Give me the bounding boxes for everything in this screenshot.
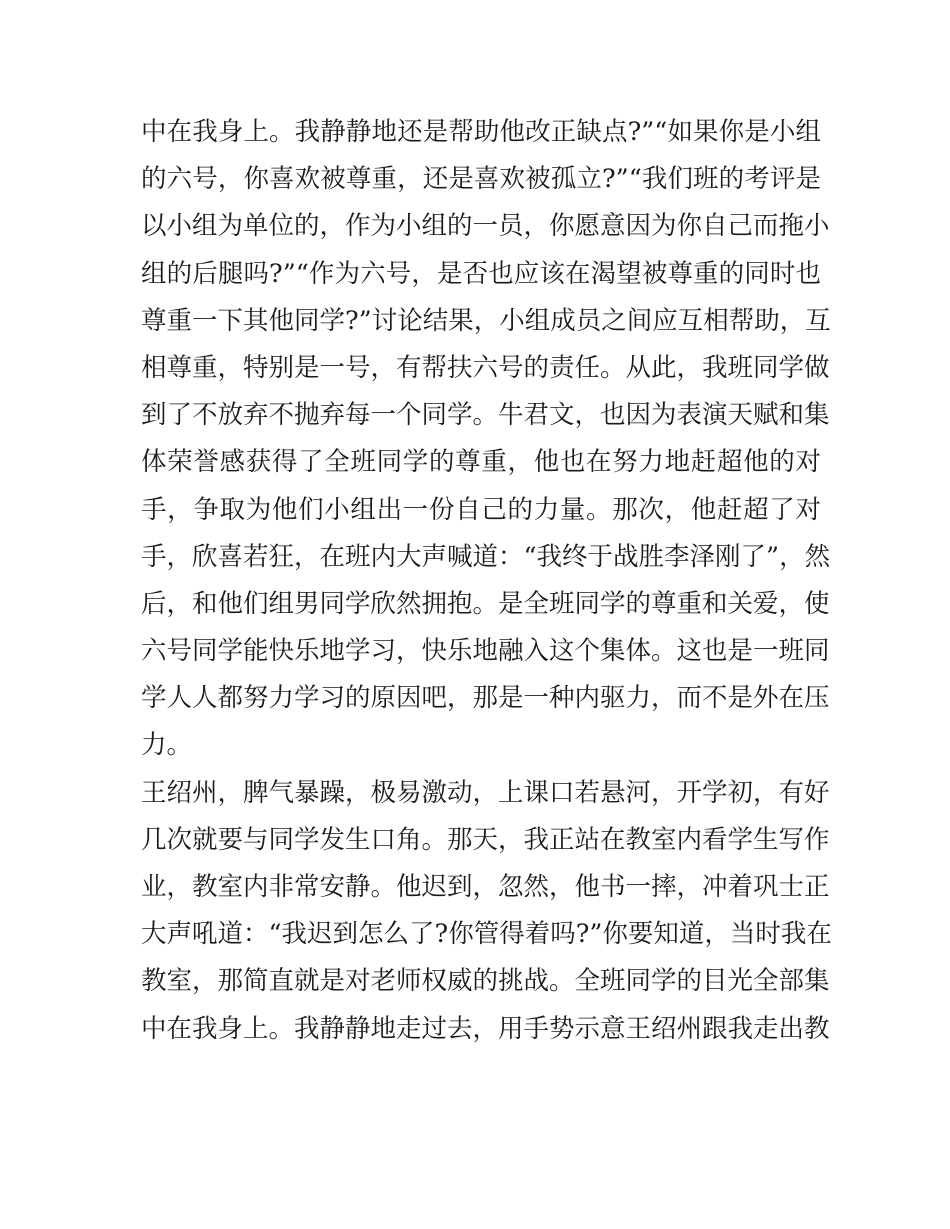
text-line: 以小组为单位的，作为小组的一员，你愿意因为你自己而拖小 <box>141 211 830 242</box>
text-line: 大声吼道：“我迟到怎么了?你管得着吗?”你要知道，当时我在 <box>141 919 832 950</box>
text-line: 学人人都努力学习的原因吧，那是一种内驱力，而不是外在压 <box>141 683 830 714</box>
text-line: 力。 <box>141 730 193 761</box>
text-line: 组的后腿吗?”“作为六号，是否也应该在渴望被尊重的同时也 <box>141 258 821 289</box>
text-line: 中在我身上。我静静地走过去，用手势示意王绍州跟我走出教 <box>141 1013 830 1044</box>
text-line: 尊重一下其他同学?”讨论结果，小组成员之间应互相帮助，互 <box>141 305 831 336</box>
body-text <box>141 109 832 1053</box>
text-line: 中在我身上。我静静地还是帮助他改正缺点?”“如果你是小组 <box>141 117 821 147</box>
text-line: 王绍州，脾气暴躁，极易激动，上课口若悬河，开学初，有好 <box>141 777 830 808</box>
text-line: 相尊重，特别是一号，有帮扶六号的责任。从此，我班同学做 <box>141 352 830 383</box>
text-line: 业，教室内非常安静。他迟到，忽然，他书一摔，冲着巩士正 <box>141 872 830 902</box>
text-line: 手，争取为他们小组出一份自己的力量。那次，他赶超了对 <box>141 494 821 525</box>
text-line: 后，和他们组男同学欣然拥抱。是全班同学的尊重和关爱，使 <box>141 588 830 619</box>
text-line: 到了不放弃不抛弃每一个同学。牛君文，也因为表演天赋和集 <box>141 400 830 431</box>
text-line: 的六号，你喜欢被尊重，还是喜欢被孤立?”“我们班的考评是 <box>141 164 821 195</box>
text-line: 体荣誉感获得了全班同学的尊重，他也在努力地赶超他的对 <box>141 447 821 478</box>
text-line: 六号同学能快乐地学习，快乐地融入这个集体。这也是一班同 <box>141 636 830 667</box>
text-line: 几次就要与同学发生口角。那天，我正站在教室内看学生写作 <box>141 824 830 855</box>
text-line: 手，欣喜若狂，在班内大声喊道：“我终于战胜李泽刚了”，然 <box>141 541 831 572</box>
text-line: 教室，那简直就是对老师权威的挑战。全班同学的目光全部集 <box>141 966 830 997</box>
